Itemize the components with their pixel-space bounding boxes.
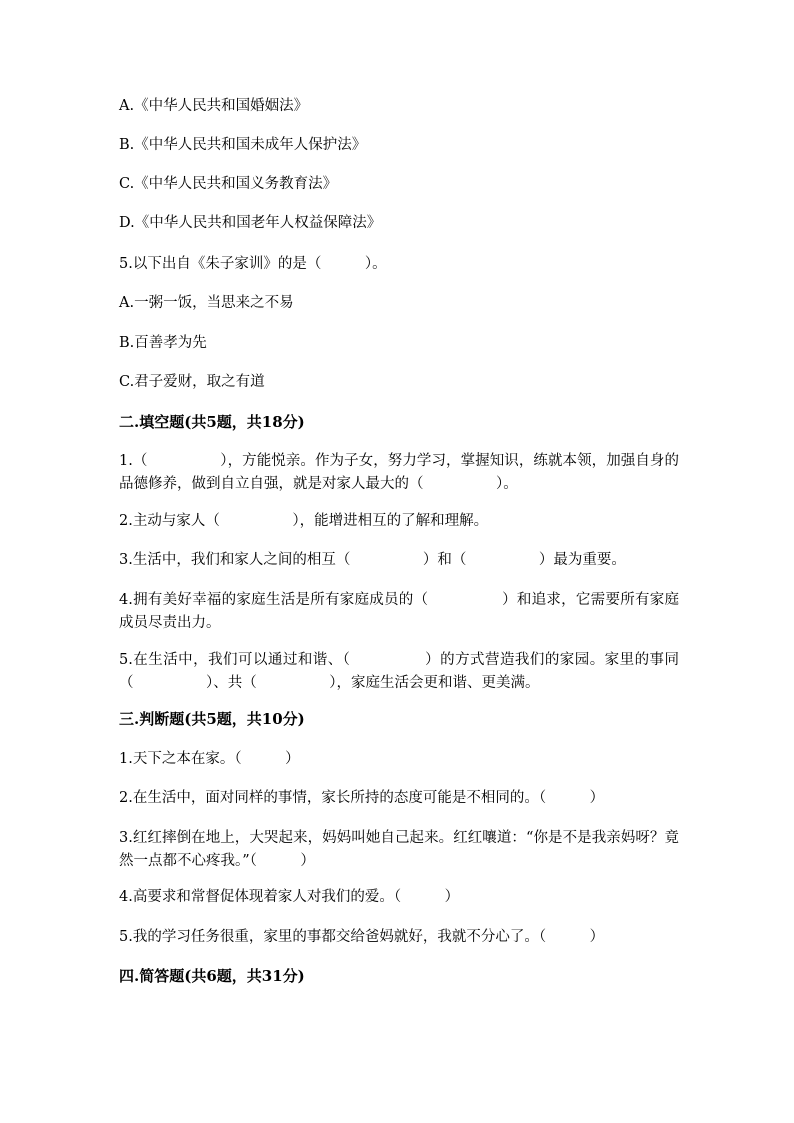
section3-heading: 三.判断题(共5题，共10分): [119, 710, 305, 728]
q5-option-a: A.一粥一饭，当思来之不易: [119, 295, 294, 311]
q5-stem: 5.以下出自《朱子家训》的是（ ）。: [119, 256, 387, 272]
section3-item-1: 1.天下之本在家。（ ）: [119, 751, 300, 767]
section2-item-1: 1.（ ），方能悦亲。作为子女，努力学习，掌握知识，练就本领，加强自身的品德修养，做到自立自强，就是对家人最大的（ ）。: [119, 453, 679, 492]
section3-item-2: 2.在生活中，面对同样的事情，家长所持的态度可能是不相同的。（ ）: [119, 790, 605, 806]
section2-item-4: 4.拥有美好幸福的家庭生活是所有家庭成员的（ ）和追求，它需要所有家庭成员尽责出力。: [119, 592, 679, 631]
section3-item-4: 4.高要求和常督促体现着家人对我们的爱。（ ）: [119, 889, 460, 905]
q4-option-a: A.《中华人民共和国婚姻法》: [119, 98, 309, 114]
section2-item-5: 5.在生活中，我们可以通过和谐、（ ）的方式营造我们的家园。家里的事同（ ）、共（ ），家庭生活会更和谐、更美满。: [119, 652, 679, 691]
q5-option-b: B.百善孝为先: [119, 335, 207, 351]
section4-heading: 四.简答题(共6题，共31分): [119, 967, 305, 985]
q4-option-d: D.《中华人民共和国老年人权益保障法》: [119, 215, 382, 231]
section3-item-5: 5.我的学习任务很重，家里的事都交给爸妈就好，我就不分心了。（ ）: [119, 929, 605, 945]
section3-item-3: 3.红红摔倒在地上，大哭起来，妈妈叫她自己起来。红红嚷道：“你是不是我亲妈呀？竟然一点都不心疼我。”（ ）: [119, 830, 679, 869]
q4-option-c: C.《中华人民共和国义务教育法》: [119, 176, 338, 192]
section2-item-2: 2.主动与家人（ ），能增进相互的了解和理解。: [119, 513, 489, 529]
q4-option-b: B.《中华人民共和国未成年人保护法》: [119, 137, 367, 153]
section2-item-3: 3.生活中，我们和家人之间的相互（ ）和（ ）最为重要。: [119, 552, 626, 568]
section2-heading: 二.填空题(共5题，共18分): [119, 413, 305, 431]
q5-option-c: C.君子爱财，取之有道: [119, 374, 265, 390]
